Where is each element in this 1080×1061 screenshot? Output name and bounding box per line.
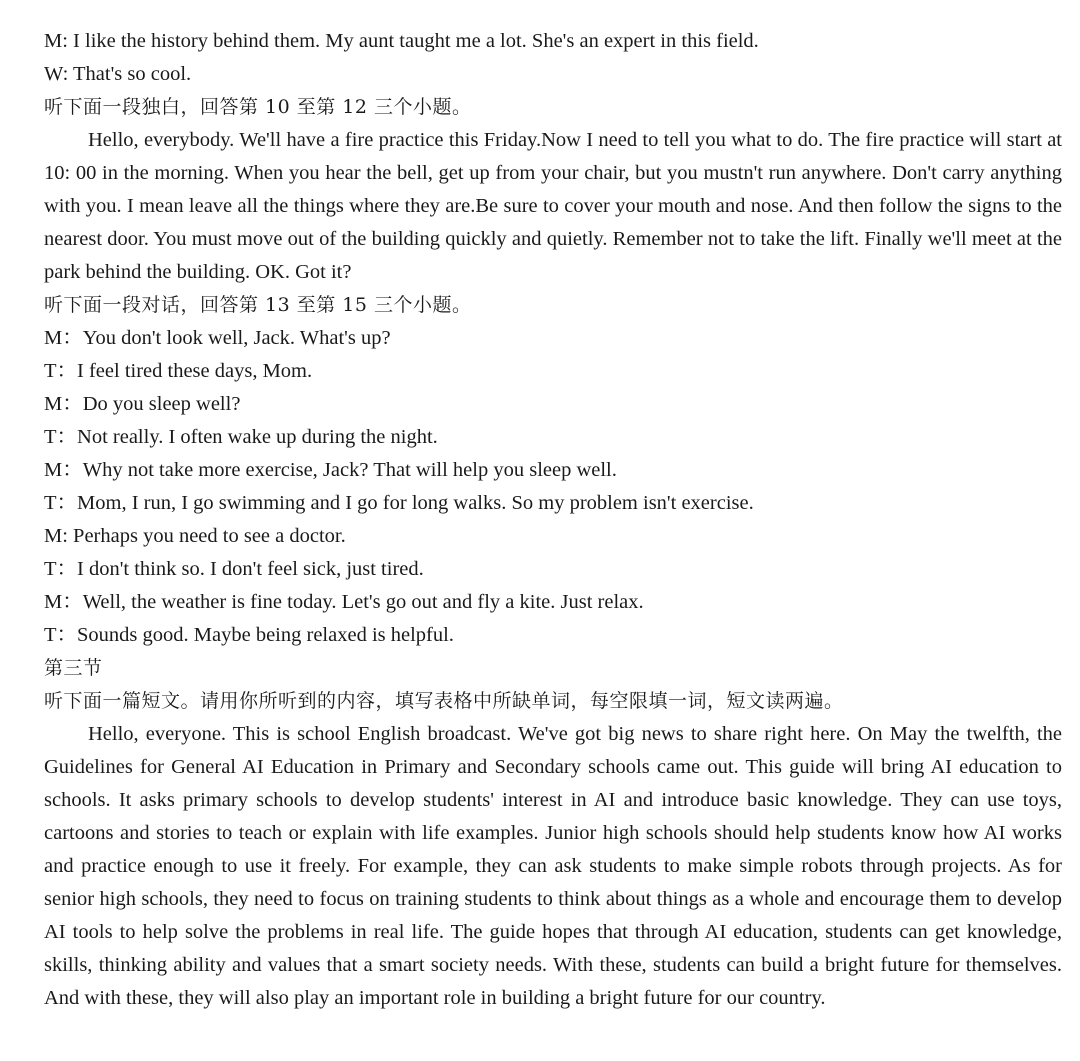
section-instruction: 听下面一段对话，回答第 13 至第 15 三个小题。 xyxy=(44,294,472,316)
document-page xyxy=(44,25,1062,1015)
dialogue-line: T：I don't think so. I don't feel sick, just tired. xyxy=(44,558,424,580)
dialogue-line: M：You don't look well, Jack. What's up? xyxy=(44,327,391,349)
dialogue-line: T：I feel tired these days, Mom. xyxy=(44,360,313,382)
dialogue-line: T：Sounds good. Maybe being relaxed is helpful. xyxy=(44,624,454,646)
section-instruction: 听下面一段独白，回答第 10 至第 12 三个小题。 xyxy=(44,96,472,118)
dialogue-line: M：Well, the weather is fine today. Let's go out and fly a kite. Just relax. xyxy=(44,591,644,613)
dialogue-line: M：Why not take more exercise, Jack? That will help you sleep well. xyxy=(44,459,617,481)
monologue-paragraph: Hello, everybody. We'll have a fire practice this Friday.Now I need to tell you what to do. The fire practice will start at 10: 00 in the morning. When you hear the bell, get up from your chair, but you mustn't run anywhere. Don't carry anything with you. I mean leave all the things where they are.Be sure to cover your mouth and nose. And then follow the signs to the nearest door. You must move out of the building quickly and quietly. Remember not to take the lift. Finally we'll meet at the park behind the building. OK. Got it? xyxy=(44,129,1062,283)
dialogue-line: T：Not really. I often wake up during the night. xyxy=(44,426,438,448)
dialogue-line: T：Mom, I run, I go swimming and I go for long walks. So my problem isn't exercise. xyxy=(44,492,754,514)
dialogue-line: M：Do you sleep well? xyxy=(44,393,241,415)
section-instruction: 听下面一篇短文。请用你所听到的内容，填写表格中所缺单词，每空限填一词，短文读两遍。 xyxy=(44,690,844,712)
section-heading: 第三节 xyxy=(44,657,103,679)
dialogue-line: W: That's so cool. xyxy=(44,63,192,85)
dialogue-line: M: I like the history behind them. My aunt taught me a lot. She's an expert in this field. xyxy=(44,30,759,52)
dialogue-line: M: Perhaps you need to see a doctor. xyxy=(44,525,346,547)
passage-paragraph: Hello, everyone. This is school English broadcast. We've got big news to share right here. On May the twelfth, the Guidelines for General AI Education in Primary and Secondary schools came out. This guide will bring AI education to schools. It asks primary schools to develop students' interest in AI and introduce basic knowledge. They can use toys, cartoons and stories to teach or explain with life examples. Junior high schools should help students know how AI works and practice enough to use it freely. For example, they can ask students to make simple robots through projects. As for senior high schools, they need to focus on training students to think about things as a whole and encourage them to develop AI tools to help solve the problems in real life. The guide hopes that through AI education, students can get knowledge, skills, thinking ability and values that a smart society needs. With these, students can build a bright future for themselves. And with these, they will also play an important role in building a bright future for our country. xyxy=(44,723,1062,1009)
